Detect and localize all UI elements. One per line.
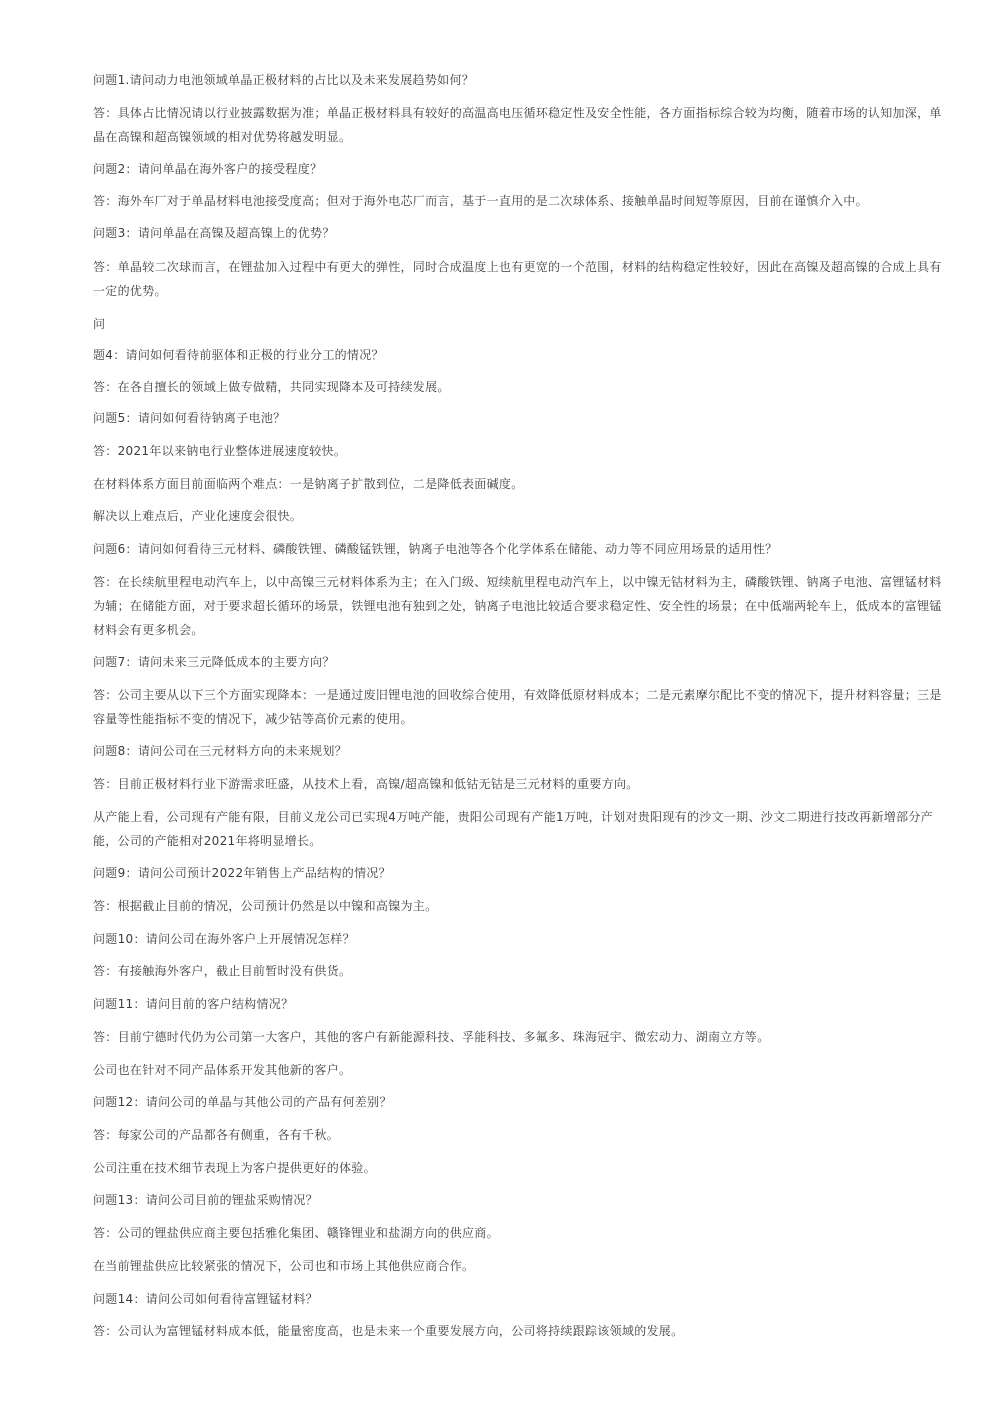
answer-2: 答：海外车厂对于单晶材料电池接受度高；但对于海外电芯厂而言，基于一直用的是二次球体系、接触单晶时间短等原因，目前在谨慎介入中。	[93, 194, 868, 208]
question-6: 问题6：请问如何看待三元材料、磷酸铁锂、磷酸锰铁锂，钠离子电池等各个化学体系在储能、动力等不同应用场景的适用性？	[93, 542, 778, 556]
answer-3: 答：单晶较二次球而言，在锂盐加入过程中有更大的弹性，同时合成温度上也有更宽的一个范围，材料的结构稳定性较好，因此在高镍及超高镍的合成上具有一定的优势。	[93, 260, 942, 298]
question-5: 问题5：请问如何看待钠离子电池？	[93, 411, 286, 425]
question-11: 问题11：请问目前的客户结构情况？	[93, 997, 294, 1011]
answer-12-para-2: 公司注重在技术细节表现上为客户提供更好的体验。	[93, 1161, 376, 1175]
answer-13-para-2: 在当前锂盐供应比较紧张的情况下，公司也和市场上其他供应商合作。	[93, 1259, 475, 1273]
answer-11-para-2: 公司也在针对不同产品体系开发其他新的客户。	[93, 1063, 352, 1077]
question-9: 问题9：请问公司预计2022年销售上产品结构的情况？	[93, 866, 391, 880]
answer-9: 答：根据截止目前的情况，公司预计仍然是以中镍和高镍为主。	[93, 899, 438, 913]
question-2: 问题2：请问单晶在海外客户的接受程度？	[93, 162, 323, 176]
question-1: 问题1.请问动力电池领域单晶正极材料的占比以及未来发展趋势如何？	[93, 73, 475, 87]
answer-10: 答：有接触海外客户，截止目前暂时没有供货。	[93, 964, 352, 978]
answer-5-para-3: 解决以上难点后，产业化速度会很快。	[93, 509, 303, 523]
answer-11: 答：目前宁德时代仍为公司第一大客户，其他的客户有新能源科技、孚能科技、多氟多、珠海冠宇、微宏动力、湖南立方等。	[93, 1030, 770, 1044]
question-10: 问题10：请问公司在海外客户上开展情况怎样？	[93, 932, 355, 946]
question-4-fragment: 问	[93, 317, 106, 331]
answer-8: 答：目前正极材料行业下游需求旺盛，从技术上看，高镍/超高镍和低钴无钴是三元材料的重要方向。	[93, 777, 639, 791]
answer-6: 答：在长续航里程电动汽车上，以中高镍三元材料体系为主；在入门级、短续航里程电动汽车上，以中镍无钴材料为主，磷酸铁锂、钠离子电池、富锂锰材料为辅；在储能方面，对于要求超长循环的场景，铁锂电池有独到之处，钠离子电池比较适合要求稳定性、安全性的场景；在中低端两轮车上，低成本的富锂锰材料会有更多机会。	[93, 575, 942, 637]
answer-14: 答：公司认为富锂锰材料成本低，能量密度高，也是未来一个重要发展方向，公司将持续跟踪该领域的发展。	[93, 1324, 684, 1338]
question-4: 题4：请问如何看待前驱体和正极的行业分工的情况？	[93, 348, 384, 362]
answer-8-para-2: 从产能上看，公司现有产能有限，目前义龙公司已实现4万吨产能，贵阳公司现有产能1万吨，计划对贵阳现有的沙文一期、沙文二期进行技改再新增部分产能，公司的产能相对2021年将明显增长。	[93, 810, 933, 848]
answer-1: 答：具体占比情况请以行业披露数据为准；单晶正极材料具有较好的高温高电压循环稳定性及安全性能，各方面指标综合较为均衡，随着市场的认知加深，单晶在高镍和超高镍领域的相对优势将越发明显。	[93, 106, 942, 144]
question-12: 问题12：请问公司的单晶与其他公司的产品有何差别？	[93, 1095, 392, 1109]
answer-7: 答：公司主要从以下三个方面实现降本：一是通过废旧锂电池的回收综合使用，有效降低原材料成本；二是元素摩尔配比不变的情况下，提升材料容量；三是容量等性能指标不变的情况下，减少钴等高价元素的使用。	[93, 688, 942, 726]
answer-13: 答：公司的锂盐供应商主要包括雅化集团、赣锋锂业和盐湖方向的供应商。	[93, 1226, 499, 1240]
question-13: 问题13：请问公司目前的锂盐采购情况？	[93, 1193, 318, 1207]
answer-4: 答：在各自擅长的领域上做专做精，共同实现降本及可持续发展。	[93, 380, 450, 394]
answer-12: 答：每家公司的产品都各有侧重，各有千秋。	[93, 1128, 340, 1142]
question-7: 问题7：请问未来三元降低成本的主要方向？	[93, 655, 335, 669]
question-14: 问题14：请问公司如何看待富锂锰材料？	[93, 1292, 318, 1306]
question-3: 问题3：请问单晶在高镍及超高镍上的优势？	[93, 226, 335, 240]
answer-5: 答：2021年以来钠电行业整体进展速度较快。	[93, 444, 347, 458]
answer-5-para-2: 在材料体系方面目前面临两个难点：一是钠离子扩散到位，二是降低表面碱度。	[93, 477, 524, 491]
question-8: 问题8：请问公司在三元材料方向的未来规划？	[93, 744, 347, 758]
